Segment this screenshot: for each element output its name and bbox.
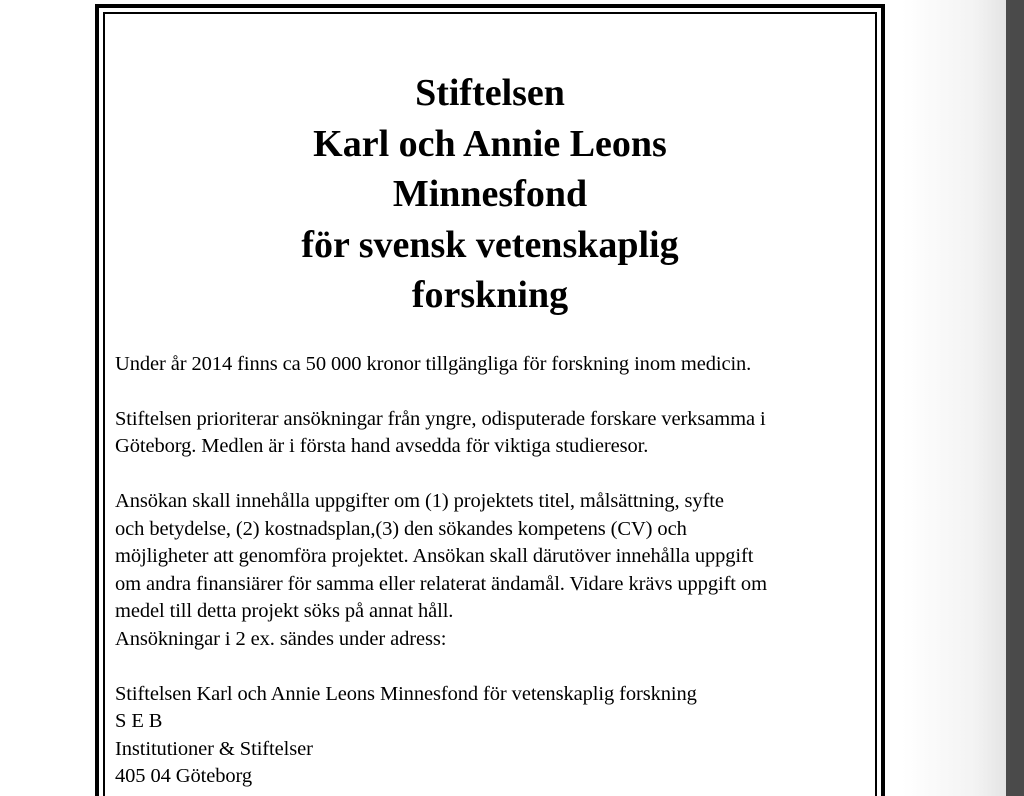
document-page: [82, 0, 902, 796]
title-line: Karl och Annie Leons: [313, 122, 667, 165]
document-body: [115, 351, 877, 791]
text-line: Ansökningar i 2 ex. sändes under adress:: [115, 627, 447, 650]
title-line: Minnesfond: [392, 173, 588, 215]
funding-paragraph: [115, 351, 877, 379]
mailing-address: [115, 681, 877, 791]
address-line: Institutioner & Stiftelser: [115, 737, 313, 760]
text-line: Under år 2014 finns ca 50 000 kronor tillgängliga för forskning inom medicin.: [115, 352, 752, 375]
text-line: Ansökan skall innehålla uppgifter om (1) projektets titel, målsättning, syfte: [115, 490, 724, 512]
text-line: Stiftelsen prioriterar ansökningar från yngre, odisputerade forskare verksamma i: [115, 407, 766, 430]
viewer-background: [902, 0, 1006, 796]
text-line: och betydelse, (2) kostnadsplan,(3) den sökandes kompetens (CV) och: [115, 517, 687, 540]
address-line: Stiftelsen Karl och Annie Leons Minnesfond för vetenskaplig forskning: [115, 682, 697, 705]
page-content: [103, 12, 877, 791]
title-line: Stiftelsen: [415, 72, 565, 114]
priority-paragraph: [115, 406, 877, 461]
application-requirements-paragraph: [115, 488, 877, 653]
scrollbar[interactable]: [1006, 0, 1024, 796]
text-line: möjligheter att genomföra projektet. Ansökan skall därutöver innehålla uppgift: [115, 545, 754, 567]
text-line: medel till detta projekt söks på annat håll.: [115, 600, 454, 622]
document-title: [103, 68, 877, 321]
title-line: forskning: [411, 274, 569, 316]
text-line: Göteborg. Medlen är i första hand avsedda för viktiga studieresor.: [115, 435, 649, 457]
address-line: 405 04 Göteborg: [115, 765, 253, 787]
text-line: om andra finansiärer för samma eller relaterat ändamål. Vidare krävs uppgift om: [115, 572, 767, 595]
title-line: för svensk vetenskaplig: [301, 223, 679, 266]
address-line: S E B: [115, 710, 163, 732]
